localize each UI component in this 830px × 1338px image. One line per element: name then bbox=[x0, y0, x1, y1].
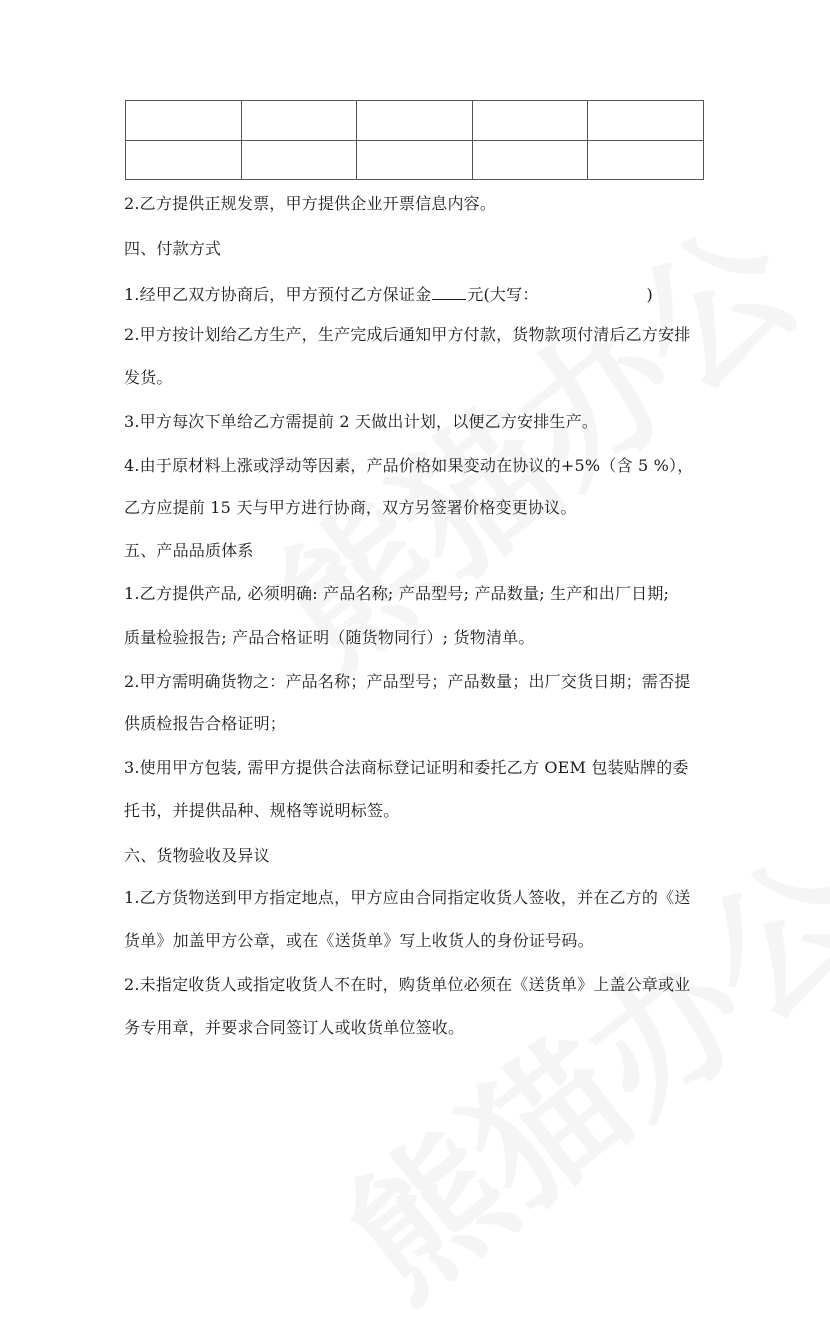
table-cell bbox=[472, 140, 588, 180]
paragraph-line: 发货。 bbox=[124, 368, 173, 387]
deposit-uppercase-label: 元(大写： bbox=[467, 285, 539, 304]
section-heading-payment: 四、付款方式 bbox=[124, 239, 222, 258]
table-cell bbox=[357, 101, 473, 141]
paragraph-line: 务专用章，并要求合同签订人或收货单位签收。 bbox=[124, 1018, 465, 1037]
watermark bbox=[297, 798, 830, 1338]
table-cell bbox=[588, 101, 704, 141]
section-heading-acceptance: 六、货物验收及异议 bbox=[124, 846, 270, 865]
paragraph-line: 供质检报告合格证明； bbox=[124, 714, 287, 733]
paragraph-line: 3.甲方每次下单给乙方需提前 2 天做出计划，以便乙方安排生产。 bbox=[124, 412, 599, 431]
paragraph-line: 1.乙方提供产品, 必须明确: 产品名称; 产品型号; 产品数量; 生产和出厂日期; bbox=[124, 584, 670, 603]
table-cell bbox=[588, 140, 704, 180]
section-heading-quality: 五、产品品质体系 bbox=[124, 541, 254, 560]
paragraph-line: 乙方应提前 15 天与甲方进行协商，双方另签署价格变更协议。 bbox=[124, 498, 577, 517]
deposit-text: 1.经甲乙双方协商后，甲方预付乙方保证金 bbox=[124, 285, 432, 304]
table-cell bbox=[126, 140, 242, 180]
table-cell bbox=[241, 101, 357, 141]
deposit-close-paren: ) bbox=[646, 285, 653, 304]
table-cell bbox=[241, 140, 357, 180]
table-cell bbox=[357, 140, 473, 180]
paragraph-line: 托书，并提供品种、规格等说明标签。 bbox=[124, 801, 400, 820]
deposit-amount-blank bbox=[432, 283, 466, 300]
paragraph-line: 2.未指定收货人或指定收货人不在时，购货单位必须在《送货单》上盖公章或业 bbox=[124, 975, 691, 994]
paragraph-deposit bbox=[124, 283, 724, 306]
paragraph-line: 2.甲方需明确货物之：产品名称；产品型号；产品数量；出厂交货日期；需否提 bbox=[124, 672, 691, 691]
paragraph-line: 2.甲方按计划给乙方生产，生产完成后通知甲方付款，货物款项付清后乙方安排 bbox=[124, 325, 691, 344]
paragraph-invoice: 2.乙方提供正规发票，甲方提供企业开票信息内容。 bbox=[124, 194, 497, 213]
paragraph-line: 4.由于原材料上涨或浮动等因素，产品价格如果变动在协议的+5%（含 5 %）， bbox=[124, 456, 694, 475]
data-table bbox=[125, 100, 704, 180]
paragraph-line: 质量检验报告; 产品合格证明（随货物同行）; 货物清单。 bbox=[124, 628, 535, 647]
paragraph-line: 3.使用甲方包装, 需甲方提供合法商标登记证明和委托乙方 OEM 包装贴牌的委 bbox=[124, 758, 689, 777]
table-cell bbox=[472, 101, 588, 141]
paragraph-line: 货单》加盖甲方公章，或在《送货单》写上收货人的身份证号码。 bbox=[124, 931, 594, 950]
table-row bbox=[126, 140, 704, 180]
paragraph-line: 1.乙方货物送到甲方指定地点，甲方应由合同指定收货人签收，并在乙方的《送 bbox=[124, 888, 691, 907]
table-row bbox=[126, 101, 704, 141]
table-cell bbox=[126, 101, 242, 141]
